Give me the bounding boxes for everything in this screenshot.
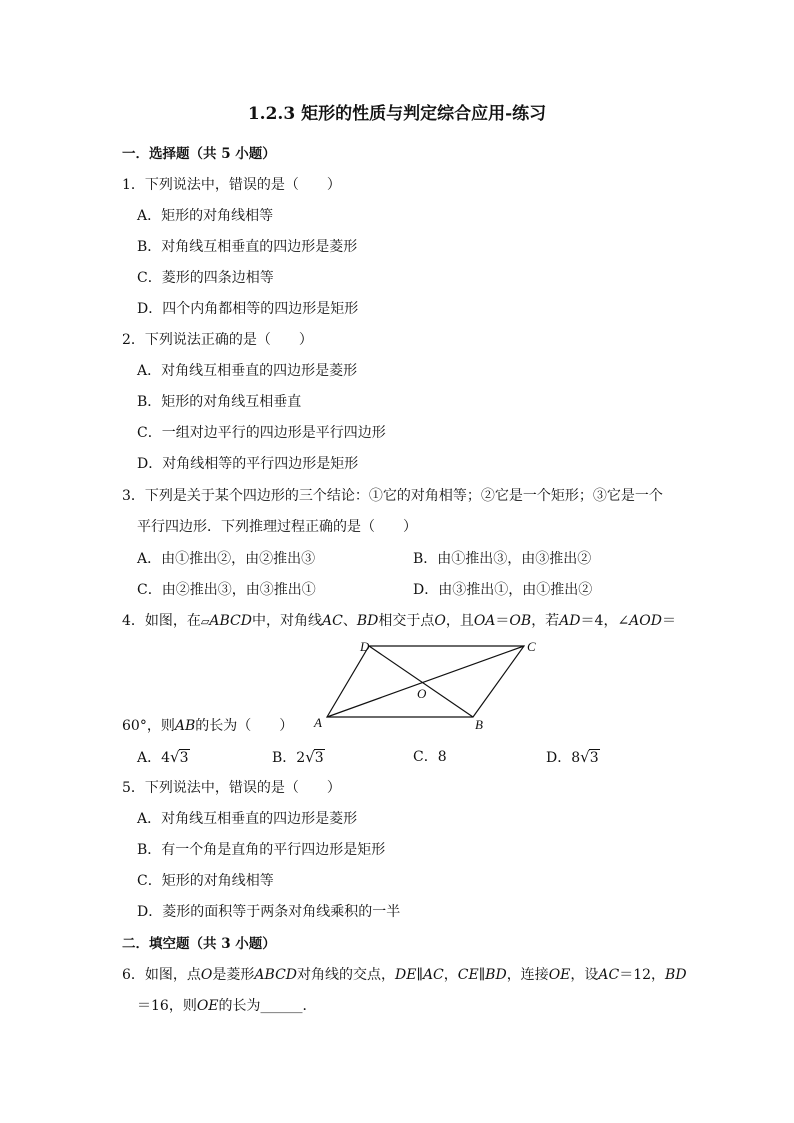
vertex-label-b: B: [475, 717, 483, 732]
question-2-option-d: D．对角线相等的平行四边形是矩形: [137, 456, 359, 472]
parallelogram-symbol: ▱: [200, 615, 210, 628]
answer-blank[interactable]: ______: [260, 998, 303, 1014]
page-title: 1.2.3 矩形的性质与判定综合应用-练习: [247, 104, 547, 124]
question-3-option-b: B．由①推出③，由③推出②: [413, 551, 592, 567]
vertex-label-d: D: [360, 639, 370, 654]
question-4-option-d: D．8√3: [546, 748, 599, 766]
question-4-option-a: A．4√3: [137, 748, 189, 766]
question-1-option-a: A．矩形的对角线相等: [137, 208, 274, 224]
question-4-stem-line2: 60°，则AB的长为（ ）: [122, 718, 294, 734]
diagonal-bd: [369, 646, 473, 717]
question-2-option-c: C．一组对边平行的四边形是平行四边形: [137, 425, 386, 441]
question-5-option-c: C．矩形的对角线相等: [137, 873, 274, 889]
question-5-option-d: D．菱形的面积等于两条对角线乘积的一半: [137, 904, 401, 920]
question-4-option-c: C．8: [413, 749, 447, 765]
vertex-label-c: C: [527, 639, 536, 654]
section-heading-choice: 一．选择题（共 5 小题）: [122, 146, 276, 162]
question-4-option-b: B．2√3: [272, 748, 324, 766]
center-label-o: O: [417, 686, 427, 701]
parallelogram-figure: [300, 636, 560, 736]
vertex-label-a: A: [314, 715, 322, 730]
question-3-option-a: A．由①推出②，由②推出③: [137, 551, 316, 567]
question-5-option-a: A．对角线互相垂直的四边形是菱形: [137, 811, 358, 827]
section-heading-fill-in: 二．填空题（共 3 小题）: [122, 936, 276, 952]
question-2-option-a: A．对角线互相垂直的四边形是菱形: [137, 363, 358, 379]
question-2-option-b: B．矩形的对角线互相垂直: [137, 394, 302, 410]
question-1-option-c: C．菱形的四条边相等: [137, 270, 274, 286]
question-3-option-c: C．由②推出③，由③推出①: [137, 582, 316, 598]
question-3-stem-line2: 平行四边形．下列推理过程正确的是（ ）: [137, 519, 417, 535]
question-5-stem: 5．下列说法中，错误的是（ ）: [122, 780, 341, 796]
question-5-option-b: B．有一个角是直角的平行四边形是矩形: [137, 842, 386, 858]
question-4-stem-line1: 4．如图，在▱ABCD中，对角线AC、BD相交于点O，且OA＝OB，若AD＝4，∠AOD＝: [122, 613, 676, 629]
question-1-option-d: D．四个内角都相等的四边形是矩形: [137, 301, 359, 317]
question-6-stem-line1: 6．如图，点O是菱形ABCD对角线的交点，DE∥AC，CE∥BD，连接OE，设AC＝12，BD: [122, 967, 687, 983]
question-3-option-d: D．由③推出①，由①推出②: [413, 582, 593, 598]
question-1-option-b: B．对角线互相垂直的四边形是菱形: [137, 239, 358, 255]
question-1-stem: 1．下列说法中，错误的是（ ）: [122, 177, 341, 193]
question-6-stem-line2: ＝16，则OE的长为______．: [137, 998, 317, 1014]
diagonal-ac: [327, 646, 524, 717]
question-3-stem-line1: 3．下列是关于某个四边形的三个结论：①它的对角相等；②它是一个矩形；③它是一个: [122, 488, 663, 504]
question-2-stem: 2．下列说法正确的是（ ）: [122, 332, 313, 348]
